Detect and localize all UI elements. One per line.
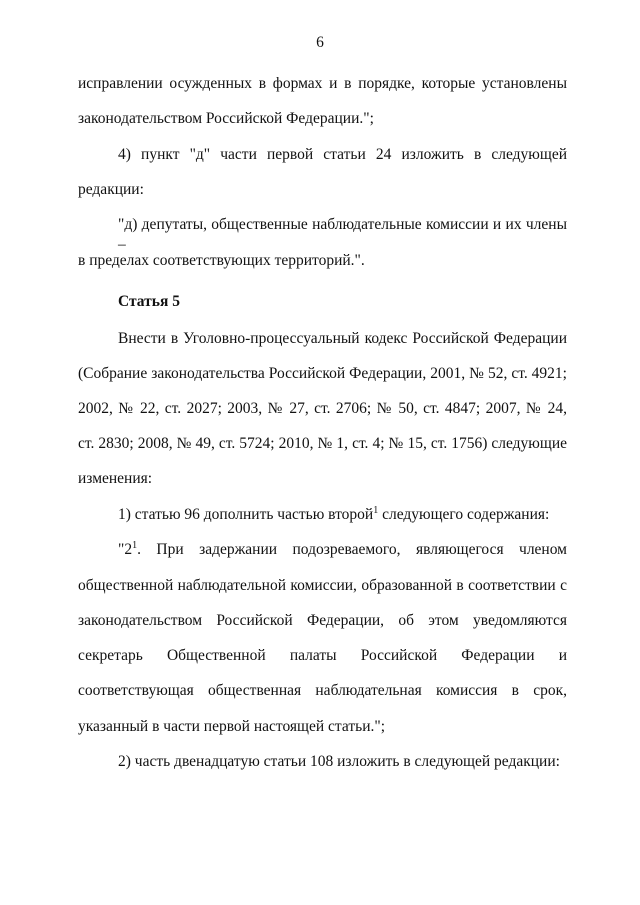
- page-number: 6: [316, 34, 324, 51]
- quoted-text-line: в пределах соответствующих территорий.".: [78, 252, 365, 269]
- amendment-item-1: [118, 505, 549, 525]
- part-number: "2: [118, 541, 133, 558]
- paragraph-line: 2002, № 22, ст. 2027; 2003, № 27, ст. 2706; № 50, ст. 4847; 2007, № 24,: [78, 400, 567, 417]
- item1-text: 1) статью 96 дополнить частью второй: [118, 506, 374, 523]
- amendment-item-4: 4) пункт "д" части первой статьи 24 изложить в следующей: [118, 146, 567, 163]
- article-heading: Статья 5: [118, 293, 180, 310]
- quoted-part-line: соответствующая общественная наблюдательная комиссия в срок,: [78, 682, 567, 699]
- quoted-part-line: секретарь Общественной палаты Российской Федерации и: [78, 647, 567, 664]
- paragraph-line: редакции:: [78, 181, 144, 198]
- part-text: . При задержании подозреваемого, являющегося членом: [137, 541, 567, 558]
- quoted-part-line: законодательством Российской Федерации, об этом уведомляются: [78, 612, 567, 629]
- paragraph-line: Внести в Уголовно-процессуальный кодекс Российской Федерации: [118, 330, 567, 347]
- paragraph-line: исправлении осужденных в формах и в порядке, которые установлены: [78, 75, 567, 92]
- quoted-part-line: [118, 540, 567, 560]
- item1-text-end: следующего содержания:: [378, 506, 550, 523]
- paragraph-line: законодательством Российской Федерации.";: [78, 110, 374, 127]
- amendment-item-2: 2) часть двенадцатую статьи 108 изложить в следующей редакции:: [118, 753, 560, 770]
- paragraph-line: изменения:: [78, 470, 153, 487]
- quoted-text-line: "д) депутаты, общественные наблюдательные комиссии и их члены –: [118, 216, 567, 253]
- paragraph-line: ст. 2830; 2008, № 49, ст. 5724; 2010, № 1, ст. 4; № 15, ст. 1756) следующие: [78, 435, 567, 452]
- quoted-part-line: указанный в части первой настоящей статьи.";: [78, 718, 386, 735]
- quoted-part-line: общественной наблюдательной комиссии, образованной в соответствии с: [78, 577, 567, 594]
- paragraph-line: (Собрание законодательства Российской Федерации, 2001, № 52, ст. 4921;: [78, 365, 567, 382]
- superscript: 1: [132, 540, 138, 551]
- superscript: 1: [373, 505, 379, 516]
